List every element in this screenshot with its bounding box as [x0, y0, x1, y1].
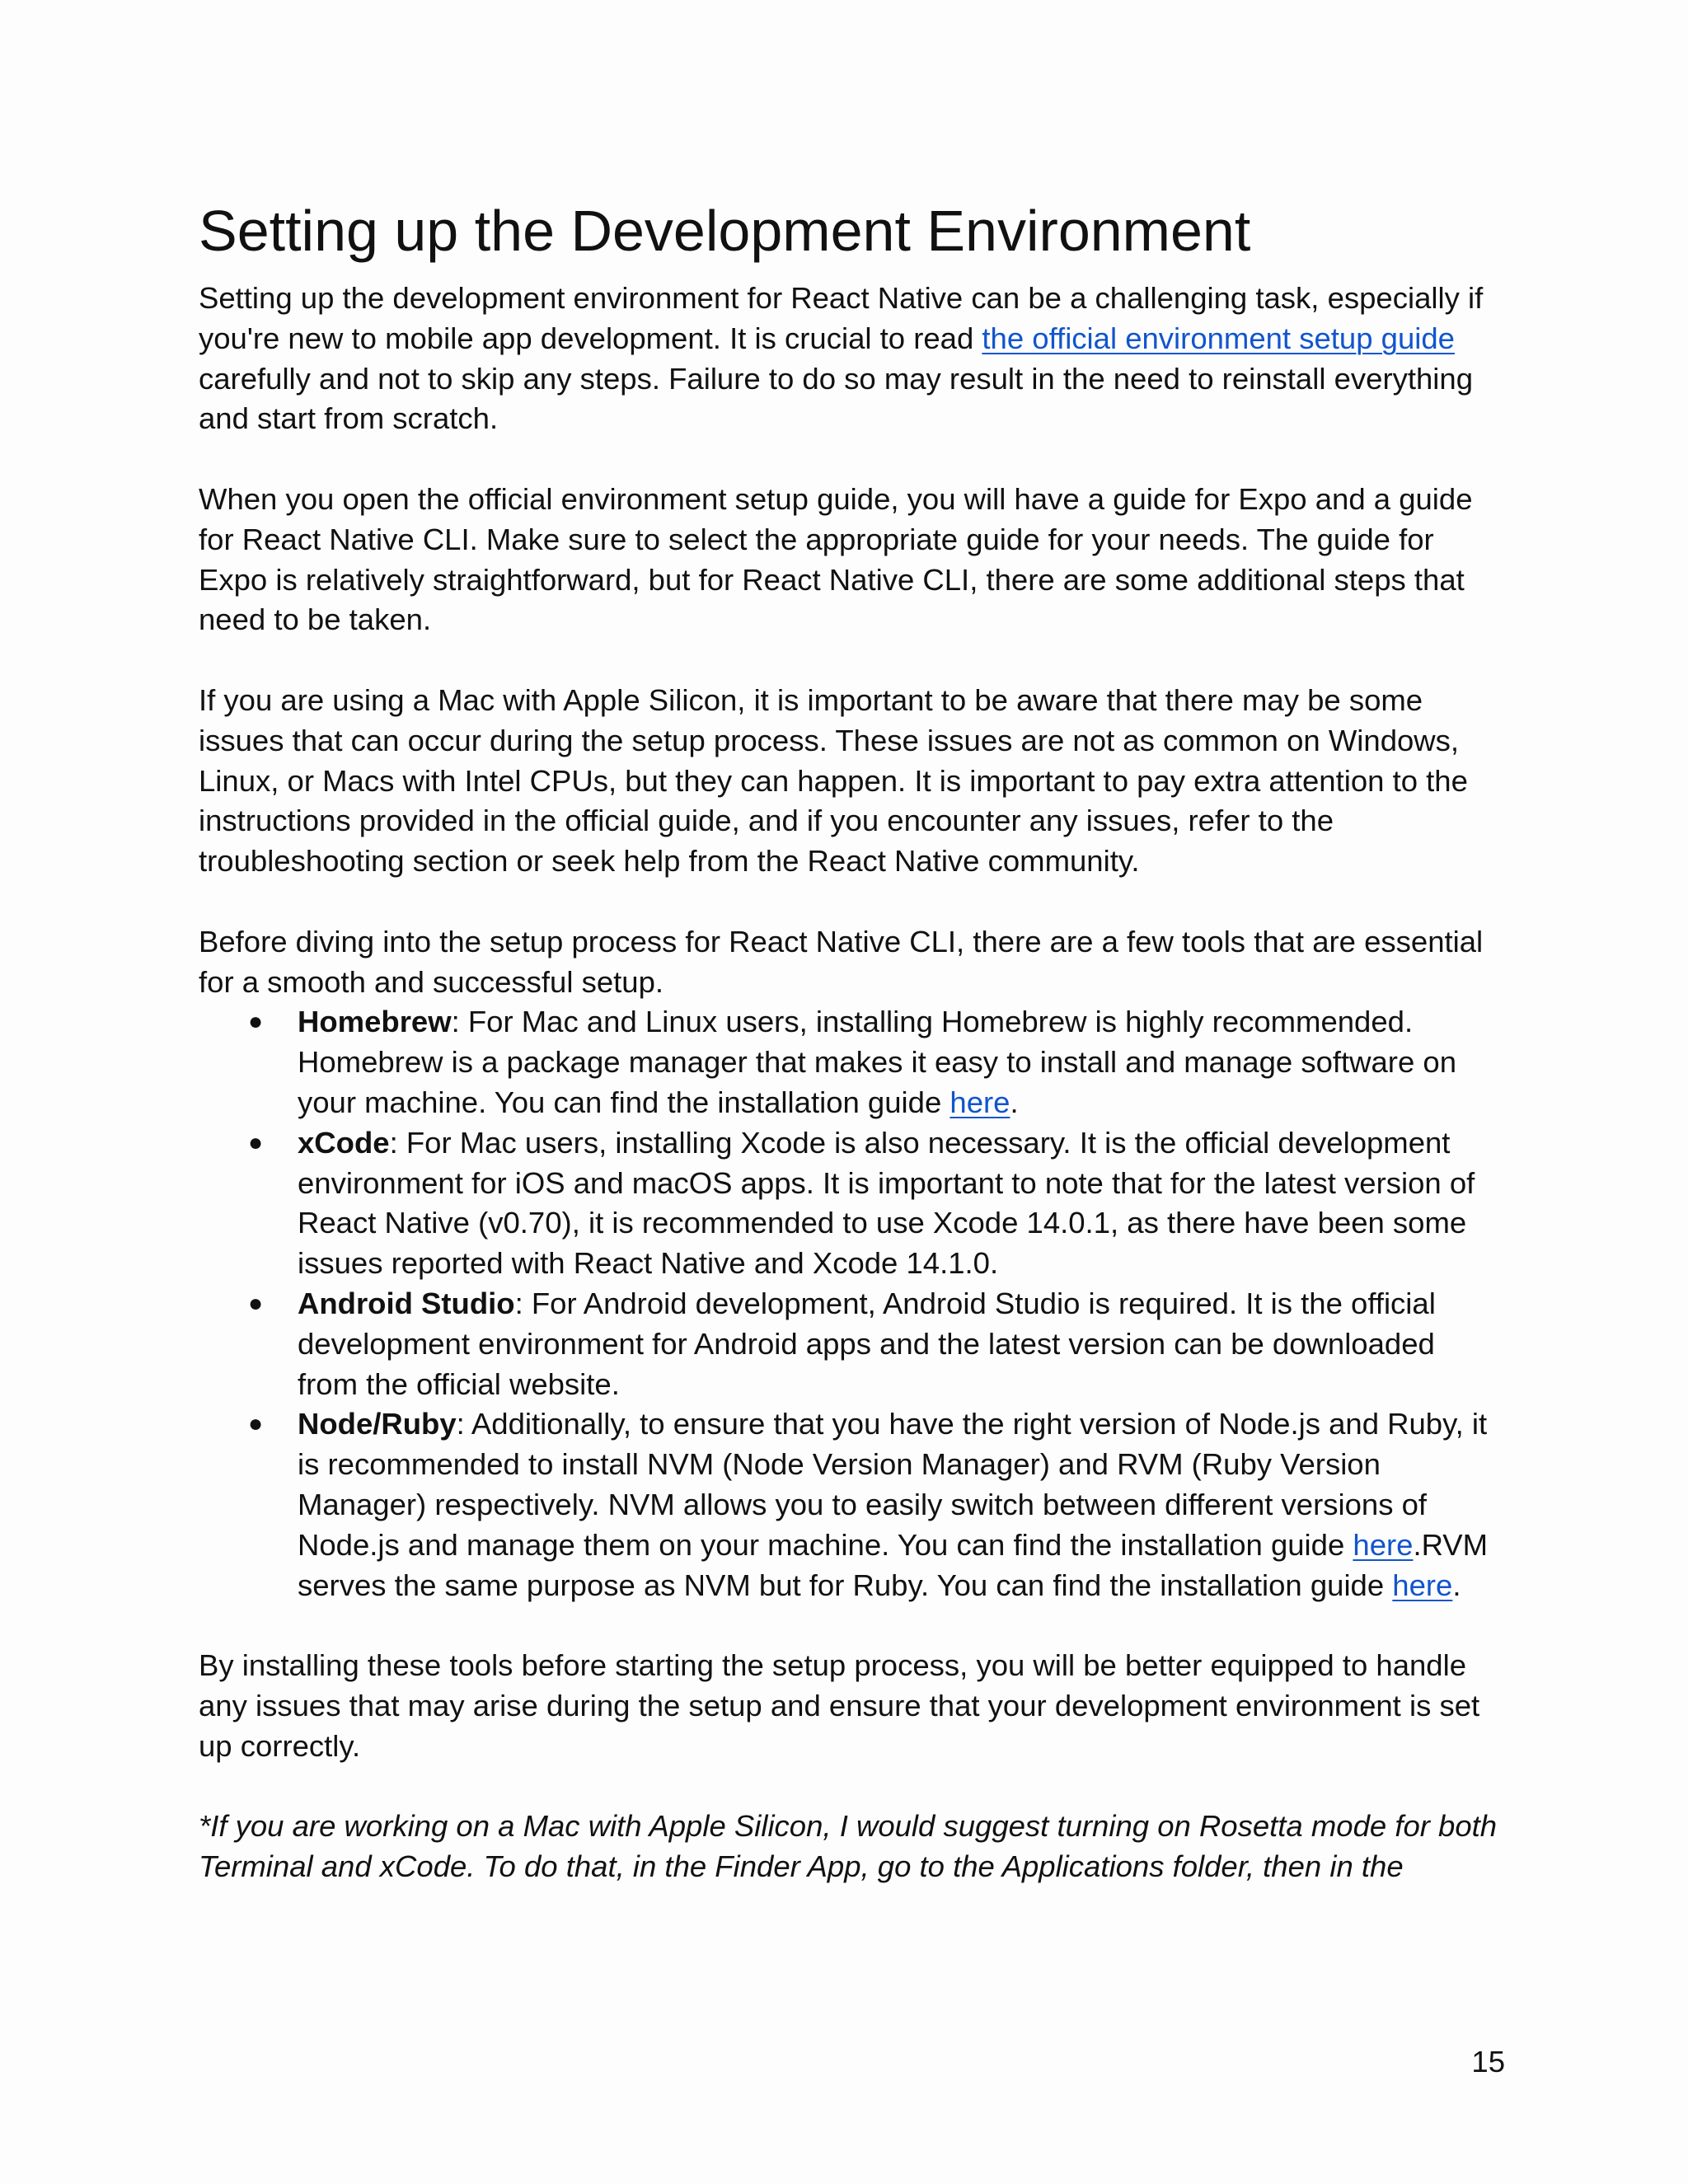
paragraph-intro-text-before: Setting up the development environment for React Native can be a challenging task, especially if you're new to mobile app development. It is crucial to read — [199, 281, 1484, 355]
list-item-node-ruby — [199, 1404, 1501, 1605]
tool-desc-xcode: : For Mac users, installing Xcode is also necessary. It is the official development environment for iOS and macOS apps. It is important to note that for the latest version of React Native (v0.70), it is recommended to use Xcode 14.0.1, as there have been some issues reported with React Native and Xcode 14.1.0. — [298, 1125, 1475, 1281]
tool-name-node-ruby: Node/Ruby — [298, 1407, 457, 1441]
body-text — [199, 279, 1501, 1887]
bullet-icon: ● — [248, 1410, 264, 1438]
paragraph-guides: When you open the official environment setup guide, you will have a guide for Expo and a guide for React Native CLI. Make sure to select the appropriate guide for your needs. The guide for Expo is relatively straightforward, but for React Native CLI, there are some additional steps that need to be taken. — [199, 481, 1473, 637]
paragraph-conclusion: By installing these tools before starting the setup process, you will be better equipped to handle any issues that may arise during the setup and ensure that your development environment is set up correctly. — [199, 1648, 1480, 1763]
paragraph-intro-text-after: carefully and not to skip any steps. Failure to do so may result in the need to reinstall everything and start from scratch. — [199, 361, 1473, 436]
homebrew-install-link[interactable]: here — [950, 1085, 1010, 1119]
tool-desc-node-ruby: : Additionally, to ensure that you have the right version of Node.js and Ruby, it is recommended to install NVM (Node Version Manager) and RVM (Ruby Version Manager) respectively. NVM allows you to easily switch between different versions of Node.js and manage them on your machine. You can find the installation guide — [298, 1407, 1488, 1562]
tool-desc-node-ruby-end: . — [1452, 1568, 1461, 1602]
list-item-xcode — [199, 1123, 1501, 1284]
tool-desc-android-studio: : For Android development, Android Studio is required. It is the official development environment for Android apps and the latest version can be downloaded from the official website. — [298, 1286, 1436, 1401]
page-title: Setting up the Development Environment — [199, 199, 1251, 263]
tool-name-xcode: xCode — [298, 1125, 390, 1160]
paragraph-apple-silicon: If you are using a Mac with Apple Silicon, it is important to be aware that there may be some issues that can occur during the setup process. These issues are not as common on Windows, Linux, or Macs with Intel CPUs, but they can happen. It is important to pay extra attention to the instructions provided in the official guide, and if you encounter any issues, refer to the troubleshooting section or seek help from the React Native community. — [199, 682, 1468, 879]
list-item-homebrew — [199, 1002, 1501, 1122]
tools-list — [199, 1002, 1501, 1605]
tool-desc-homebrew-end: . — [1010, 1085, 1019, 1119]
paragraph-tools-intro: Before diving into the setup process for React Native CLI, there are a few tools that are essential for a smooth and successful setup. — [199, 924, 1484, 999]
tool-desc-node-ruby-middle: .RVM serves the same purpose as NVM but for Ruby. You can find the installation guide — [298, 1527, 1489, 1602]
paragraph-intro — [199, 279, 1501, 439]
tool-name-android-studio: Android Studio — [298, 1286, 515, 1320]
page-content — [199, 190, 1501, 1887]
official-setup-guide-link[interactable]: the official environment setup guide — [982, 321, 1455, 355]
tool-desc-homebrew: : For Mac and Linux users, installing Homebrew is highly recommended. Homebrew is a package manager that makes it easy to install and manage software on your machine. You can find the installation guide — [298, 1005, 1456, 1119]
paragraph-rosetta-note: *If you are working on a Mac with Apple Silicon, I would suggest turning on Rosetta mode for both Terminal and xCode. To do that, in the Finder App, go to the Applications folder, then in the — [199, 1809, 1498, 1884]
tool-name-homebrew: Homebrew — [298, 1005, 452, 1039]
rvm-install-link[interactable]: here — [1392, 1568, 1453, 1602]
page-number: 15 — [1471, 2045, 1505, 2079]
list-item-android-studio — [199, 1284, 1501, 1404]
bullet-icon: ● — [248, 1008, 264, 1036]
nvm-install-link[interactable]: here — [1353, 1527, 1414, 1562]
bullet-icon: ● — [248, 1128, 264, 1156]
bullet-icon: ● — [248, 1289, 264, 1317]
